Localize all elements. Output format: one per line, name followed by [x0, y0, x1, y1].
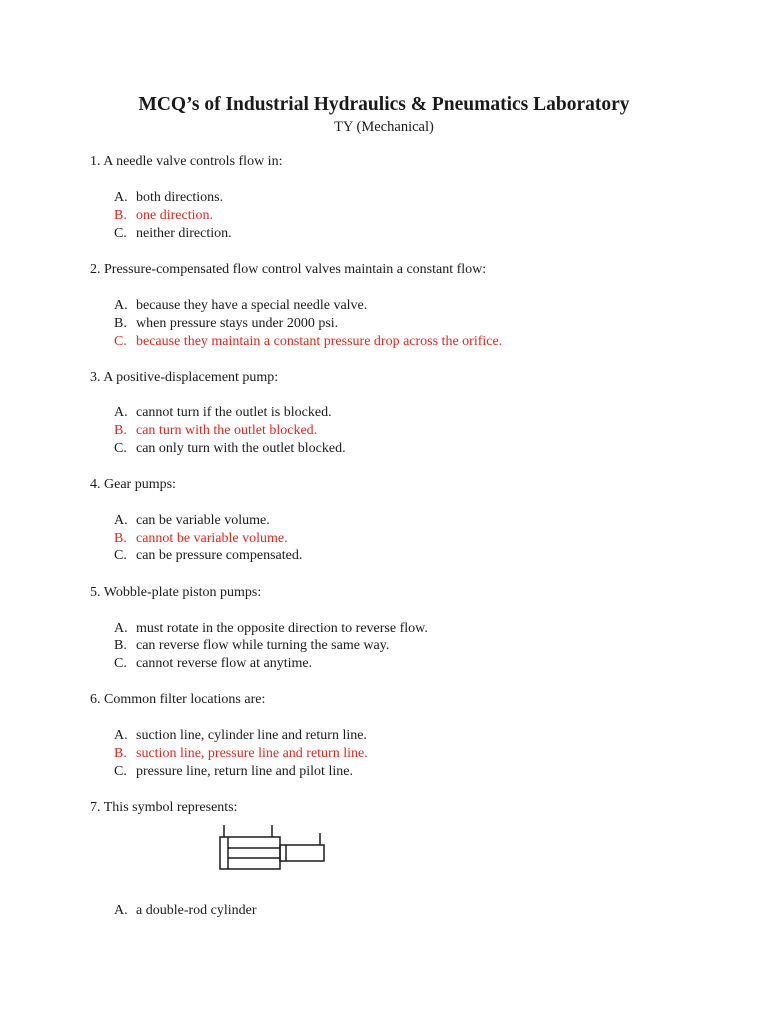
q2-option-c-correct	[114, 333, 502, 351]
option-text: can be pressure compensated.	[136, 548, 303, 563]
option-text: because they maintain a constant pressure drop across the orifice.	[136, 334, 503, 349]
q1-option-a	[114, 189, 223, 207]
option-letter: A.	[114, 405, 128, 420]
q4-option-c	[114, 547, 302, 565]
option-letter: B.	[114, 638, 127, 653]
q1-option-c	[114, 225, 232, 243]
option-text: a double-rod cylinder	[136, 903, 257, 918]
q3-option-c	[114, 440, 346, 458]
option-letter: A.	[114, 903, 128, 918]
option-letter: B.	[114, 208, 127, 223]
q2-option-a	[114, 297, 367, 315]
question-7: 7. This symbol represents:	[90, 800, 238, 815]
double-rod-cylinder-symbol	[214, 825, 330, 871]
option-text: pressure line, return line and pilot line.	[136, 764, 353, 779]
option-text: can reverse flow while turning the same way.	[136, 638, 390, 653]
question-4: 4. Gear pumps:	[90, 477, 176, 492]
q5-option-a	[114, 620, 428, 638]
question-6: 6. Common filter locations are:	[90, 692, 266, 707]
option-text: can be variable volume.	[136, 513, 270, 528]
q1-option-b-correct	[114, 207, 213, 225]
option-letter: B.	[114, 316, 127, 331]
q4-option-a	[114, 512, 270, 530]
option-letter: A.	[114, 728, 128, 743]
option-letter: B.	[114, 531, 127, 546]
option-text: because they have a special needle valve.	[136, 298, 368, 313]
q7-option-a	[114, 902, 257, 920]
option-text: when pressure stays under 2000 psi.	[136, 316, 339, 331]
q6-option-b-correct	[114, 745, 368, 763]
question-1: 1. A needle valve controls flow in:	[90, 154, 283, 169]
option-text: neither direction.	[136, 226, 232, 241]
q6-option-a	[114, 727, 367, 745]
option-letter: A.	[114, 621, 128, 636]
q4-option-b-correct	[114, 530, 288, 548]
cylinder-barrel	[220, 837, 280, 869]
question-2: 2. Pressure-compensated flow control valves maintain a constant flow:	[90, 262, 487, 277]
option-text: both directions.	[136, 190, 224, 205]
option-text: can turn with the outlet blocked.	[136, 423, 318, 438]
option-letter: C.	[114, 548, 127, 563]
question-5: 5. Wobble-plate piston pumps:	[90, 585, 262, 600]
page-subtitle: TY (Mechanical)	[334, 119, 434, 135]
q2-option-b	[114, 315, 338, 333]
option-letter: C.	[114, 656, 127, 671]
q5-option-b	[114, 637, 389, 655]
question-3: 3. A positive-displacement pump:	[90, 370, 279, 385]
option-letter: A.	[114, 298, 128, 313]
option-text: cannot be variable volume.	[136, 531, 288, 546]
option-text: one direction.	[136, 208, 213, 223]
page-title: MCQ’s of Industrial Hydraulics & Pneumatics Laboratory	[138, 94, 630, 115]
option-text: suction line, pressure line and return line.	[136, 746, 368, 761]
option-text: must rotate in the opposite direction to reverse flow.	[136, 621, 428, 636]
option-letter: B.	[114, 423, 127, 438]
option-text: can only turn with the outlet blocked.	[136, 441, 346, 456]
q5-option-c	[114, 655, 312, 673]
option-text: cannot turn if the outlet is blocked.	[136, 405, 332, 420]
q3-option-a	[114, 404, 332, 422]
option-letter: B.	[114, 746, 127, 761]
option-letter: C.	[114, 764, 127, 779]
option-letter: A.	[114, 190, 128, 205]
option-text: suction line, cylinder line and return line.	[136, 728, 367, 743]
option-letter: C.	[114, 441, 127, 456]
option-letter: A.	[114, 513, 128, 528]
q6-option-c	[114, 763, 353, 781]
option-text: cannot reverse flow at anytime.	[136, 656, 313, 671]
q3-option-b-correct	[114, 422, 317, 440]
option-letter: C.	[114, 226, 127, 241]
option-letter: C.	[114, 334, 127, 349]
